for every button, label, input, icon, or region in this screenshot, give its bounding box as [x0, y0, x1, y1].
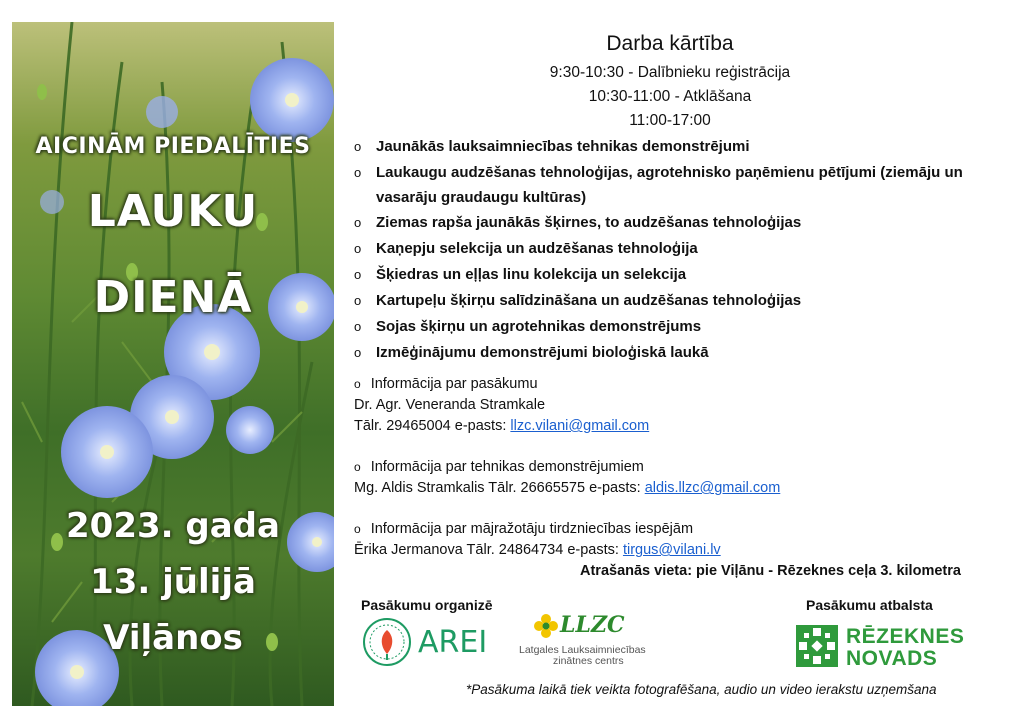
llzc-logo-text: LLZC: [560, 612, 625, 638]
agenda-topic-list: [354, 134, 994, 366]
list-item: [354, 288, 994, 314]
llzc-subtitle-line2: zinātnes centrs: [553, 655, 624, 667]
supporters-label: Pasākumu atbalsta: [806, 597, 933, 613]
bullet-icon: o: [354, 215, 362, 230]
email-link[interactable]: aldis.llzc@gmail.com: [644, 480, 781, 496]
topic-text: Izmēģinājumu demonstrējumi bioloģiskā laukā: [376, 344, 709, 361]
contact-phone: Tālr. 29465004 e-pasts:: [354, 418, 507, 434]
contact-block-event: [354, 374, 649, 437]
bullet-icon: o: [354, 267, 362, 282]
poster-place: Viļānos: [103, 618, 243, 658]
contact-person-phone: Mg. Aldis Stramkalis Tālr. 26665575 e-pasts:: [354, 480, 641, 496]
contact-heading: Informācija par pasākumu: [370, 376, 538, 392]
agenda-title: Darba kārtība: [606, 32, 734, 55]
list-item: [354, 262, 994, 288]
bullet-icon: o: [354, 377, 361, 391]
organizers-label: Pasākumu organizē: [361, 597, 493, 613]
email-link[interactable]: tirgus@vilani.lv: [622, 542, 721, 558]
arei-emblem-icon: [358, 614, 416, 670]
contact-heading: Informācija par mājražotāju tirdzniecības iespējām: [370, 521, 694, 537]
topic-text: Kaņepju selekcija un audzēšanas tehnoloģija: [376, 240, 698, 257]
rezekne-logo-text-line1: RĒZEKNES: [846, 625, 965, 648]
poster-date: 13. jūlijā: [90, 562, 256, 602]
agenda-time-opening: 10:30-11:00 - Atklāšana: [588, 88, 752, 105]
llzc-flower-icon: [534, 614, 558, 638]
topic-text: Laukaugu audzēšanas tehnoloģijas, agrotehnisko paņēmienu pētījumi (ziemāju un vasarāju graudaugu kultūras): [376, 164, 963, 206]
agenda-time-main: 11:00-17:00: [629, 112, 711, 129]
topic-text: Kartupeļu šķirņu salīdzināšana un audzēšanas tehnoloģijas: [376, 292, 802, 309]
poster-photo: [12, 22, 334, 706]
poster-year: 2023. gada: [66, 506, 280, 546]
contact-person: Dr. Agr. Veneranda Stramkale: [354, 397, 546, 413]
topic-text: Šķiedras un eļļas linu kolekcija un selekcija: [376, 266, 687, 283]
email-link[interactable]: llzc.vilani@gmail.com: [510, 418, 650, 434]
bullet-icon: o: [354, 522, 361, 536]
topic-text: Ziemas rapša jaunākās šķirnes, to audzēšanas tehnoloģijas: [376, 214, 802, 231]
list-item: [354, 160, 994, 210]
flax-flowers-image: [12, 22, 334, 706]
poster-title-line1: LAUKU: [87, 186, 259, 237]
bullet-icon: o: [354, 139, 362, 154]
agenda-time-registration: 9:30-10:30 - Dalībnieku reģistrācija: [549, 64, 791, 81]
list-item: [354, 340, 994, 366]
bullet-icon: o: [354, 293, 362, 308]
llzc-subtitle-line1: Latgales Lauksaimniecības: [519, 644, 646, 656]
bullet-icon: o: [354, 460, 361, 474]
rezekne-logo-text-line2: NOVADS: [846, 647, 938, 670]
bullet-icon: o: [354, 319, 362, 334]
list-item: [354, 134, 994, 160]
bullet-icon: o: [354, 345, 362, 360]
poster-title-line2: DIENĀ: [93, 272, 253, 323]
footnote: *Pasākuma laikā tiek veikta fotografēšana, audio un video ierakstu uzņemšana: [466, 682, 937, 697]
list-item: [354, 210, 994, 236]
bullet-icon: o: [354, 241, 362, 256]
poster-invite-text: AICINĀM PIEDALĪTIES: [35, 134, 311, 159]
event-location: Atrašanās vieta: pie Viļānu - Rēzeknes ceļa 3. kilometra: [580, 563, 961, 579]
rezekne-pattern-icon: [796, 625, 838, 667]
arei-logo-text: AREI: [418, 625, 488, 660]
contact-heading: Informācija par tehnikas demonstrējumiem: [370, 459, 644, 475]
topic-text: Jaunākās lauksaimniecības tehnikas demonstrējumi: [376, 138, 750, 155]
contact-block-machinery: [354, 457, 780, 499]
bullet-icon: o: [354, 165, 362, 180]
contact-block-trade: [354, 519, 721, 561]
contact-person-phone: Ērika Jermanova Tālr. 24864734 e-pasts:: [354, 542, 619, 558]
list-item: [354, 314, 994, 340]
list-item: [354, 236, 994, 262]
topic-text: Sojas šķirņu un agrotehnikas demonstrējums: [376, 318, 702, 335]
